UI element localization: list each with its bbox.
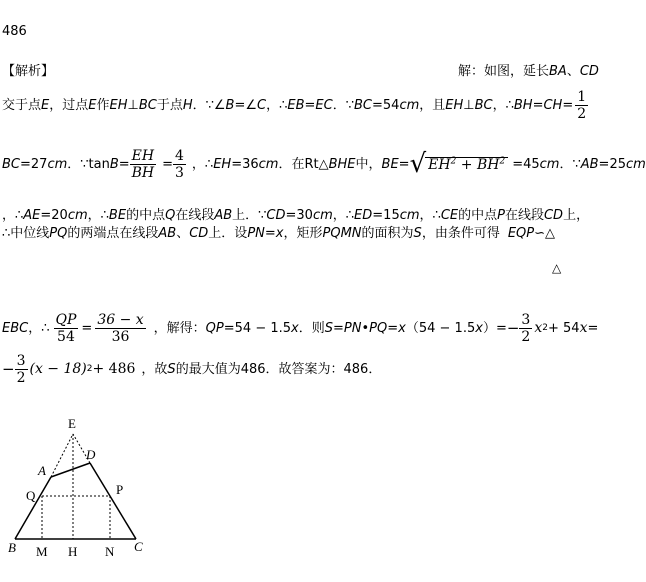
variable-s: S [413,226,422,241]
text: 的中点 [458,208,498,223]
solution-line-4 [2,209,589,222]
segment-pq: PQ [49,226,68,241]
text: = [333,320,344,336]
text: ，矩形 [283,226,323,241]
analysis-heading: 【解析】 [2,64,55,79]
rectangle-pqmn: PQMN [322,226,362,241]
solution-line-3 [2,146,646,182]
text: =20 [40,208,68,223]
text: 上．设 [208,226,248,241]
point-p: P [497,208,505,223]
label-cd: CD [579,64,599,79]
term: EH [428,156,451,173]
segment-ch: CH [543,97,563,113]
text: 的两端点在线段 [67,226,159,241]
radical-sign-icon: √ [409,149,427,179]
text: ，过点 [49,97,89,113]
variable-s: S [167,361,176,377]
denominator: 2 [577,105,587,122]
text: = [532,97,544,113]
denominator: 36 [111,328,130,345]
segment-qp: QP [205,320,224,336]
segment-ec: EC [315,97,333,113]
text: ，由条件可得 [421,226,500,241]
segment-eh: EH [109,97,128,113]
unit-cm: cm [312,208,333,223]
numerator: QP [55,311,77,328]
solution-line-7: − $\frac{3}{2}$ (x − 18) 2 + 486 ，故 S 的最大值为486．故答案为：486． [2,352,382,386]
numerator: 36 − x [97,311,144,328]
numerator: EH [131,147,155,164]
text: = [398,156,410,172]
fraction-three-halves [519,313,532,344]
geometry-figure [0,416,170,570]
variable-x: x [291,320,299,336]
segment-cd: CD [266,208,286,223]
point-h: H [182,97,193,113]
variable-x: x [475,320,483,336]
segment-bh: BH [513,97,533,113]
label-b: B [8,540,16,555]
text: ．∵∠ [192,97,226,113]
label-h: H [68,544,78,559]
text: ，故 [141,361,168,377]
numerator: 3 [521,311,531,328]
text: ．则 [298,320,325,336]
exponent: 2 [450,155,457,166]
angle-b: B [109,156,119,172]
segment-eh: EH [213,156,232,172]
segment-bc: BC [138,97,157,113]
text: ⊥ [463,97,475,113]
text: ，∴ [266,97,288,113]
label-ba: BA [549,64,567,79]
angle-c: C [257,97,267,113]
numerator: 3 [16,352,26,369]
label-d: D [86,447,96,462]
text: ．∵ [559,156,581,172]
segment-cd: CD [543,208,564,223]
text: = [562,97,574,113]
minus-sign: − [2,359,15,378]
answer-value: 486 [2,24,27,39]
variable-x: x [534,320,543,336]
text: 中， [355,156,382,172]
denominator: 2 [16,369,26,386]
solution-line-6: EBC ，∴ $\frac{QP}{54}$ = $\frac{36 - x}{36}$ ，解得： QP =54 − 1.5 x ．则 S = PN • PQ = x （54 − 1.5 x ）= − $\frac{3}{2}$ x 2 + 54 x = [2,311,599,345]
label-e: E [68,416,76,431]
variable-x: x [275,226,284,241]
fraction-one-half [575,90,588,121]
text: ）= [482,320,507,336]
text: + 54 [547,320,580,336]
variable-x: x [398,320,406,336]
constant-term: + 486 [92,361,136,377]
side-ba [15,477,51,539]
squared-binomial: (x − 18) [29,361,87,377]
fraction-qp-54 [54,313,79,344]
text: 、 [176,226,190,241]
text: =36 [231,156,259,172]
text: ．在Rt△ [278,156,329,172]
text: =15 [372,208,400,223]
fraction-36-minus-x [95,313,145,344]
text: =25 [598,156,626,172]
text: ∽△ [534,226,556,241]
point-q: Q [165,208,176,223]
separator: 、 [566,64,580,79]
text: ，∴ [2,208,24,223]
text: =30 [285,208,313,223]
text: =45 [512,156,540,172]
unit-cm: cm [399,97,420,113]
label-n: N [105,544,115,559]
unit-cm: cm [399,208,420,223]
side-dc [90,463,136,539]
plus: + [456,156,477,173]
text: = [264,226,276,241]
solution-line-5 [2,227,555,240]
text: ，且 [419,97,446,113]
text: 的面积为 [361,226,414,241]
denominator: 3 [175,164,184,181]
text: =∠ [234,97,258,113]
text: ，解得： [153,320,206,336]
solution-line-2 [2,90,588,120]
segment-ab: AB [158,226,177,241]
segment-cd: CD [189,226,209,241]
text: = [387,320,399,336]
segment-pq: PQ [369,320,388,336]
segment-be: BE [381,156,399,172]
triangle-bhe: BHE [328,156,356,172]
text: = [81,320,93,336]
label-a: A [38,463,46,478]
text: = [162,156,173,172]
segment-pn: PN [247,226,265,241]
label-q: Q [26,488,36,503]
segment-pn: PN [343,320,362,336]
text: ．∵tan [67,156,110,172]
text: ，∴ [332,208,355,223]
text: =54 − 1.5 [223,320,292,336]
text: = [587,320,599,336]
segment-eh: EH [445,97,464,113]
fraction-three-halves [15,354,28,385]
segment-bc: BC [2,156,20,172]
segment-eb: EB [287,97,305,113]
exponent: 2 [499,155,506,166]
text: 作 [96,97,110,113]
text: ∴中位线 [2,226,50,241]
denominator: BH [131,164,155,181]
text: ．∵ [332,97,354,113]
text: =27 [20,156,48,172]
text: = [304,97,316,113]
label-p: P [116,482,124,497]
fraction-four-thirds [173,149,186,180]
fraction-eh-bh [130,149,156,180]
text: =54 [372,97,400,113]
text: ，∴ [191,156,214,172]
variable-s: S [324,320,334,336]
text: • [361,320,370,336]
text: 在线段 [504,208,544,223]
text: （54 − 1.5 [405,320,476,336]
text: ，∴ [87,208,109,223]
denominator: 54 [57,328,75,345]
text: 的中点 [126,208,166,223]
solution-intro-text: 解：如图，延长 [458,64,550,79]
segment-ed: ED [354,208,373,223]
segment-ae: AE [23,208,41,223]
text: 交于点 [2,97,42,113]
segment-ce: CE [440,208,459,223]
unit-cm: cm [625,156,646,172]
text: = [118,156,130,172]
conclusion-text: 的最大值为486．故答案为：486． [175,361,382,377]
radicand [425,157,508,172]
segment-be: BE [108,208,127,223]
segment-bc: BC [354,97,372,113]
unit-cm: cm [67,208,88,223]
term: BH [476,156,500,173]
label-c: C [134,539,143,554]
unit-cm: cm [47,156,68,172]
text: ，∴ [492,97,514,113]
numerator: 4 [175,147,184,164]
text: ，∴ [419,208,441,223]
triangle-ebc: EBC [2,320,29,336]
text: ⊥ [127,97,139,113]
label-m: M [36,544,48,559]
segment-bc: BC [474,97,493,113]
unit-cm: cm [258,156,279,172]
solution-intro [458,65,599,78]
triangle-eqp: EQP [507,226,535,241]
text: 上．∵ [232,208,267,223]
numerator: 1 [577,88,587,105]
text: 于点 [156,97,183,113]
segment-ab: AB [580,156,599,172]
denominator: 2 [521,328,531,345]
square-root [410,151,509,177]
text: ，∴ [28,320,50,336]
point-e: E [41,97,50,113]
text: 上， [563,208,590,223]
angle-b: B [225,97,235,113]
text: 在线段 [175,208,215,223]
point-e: E [88,97,97,113]
segment-ab: AB [214,208,233,223]
variable-x: x [579,320,588,336]
minus-sign: − [506,318,520,337]
unit-cm: cm [539,156,560,172]
triangle-symbol: △ [552,261,562,275]
